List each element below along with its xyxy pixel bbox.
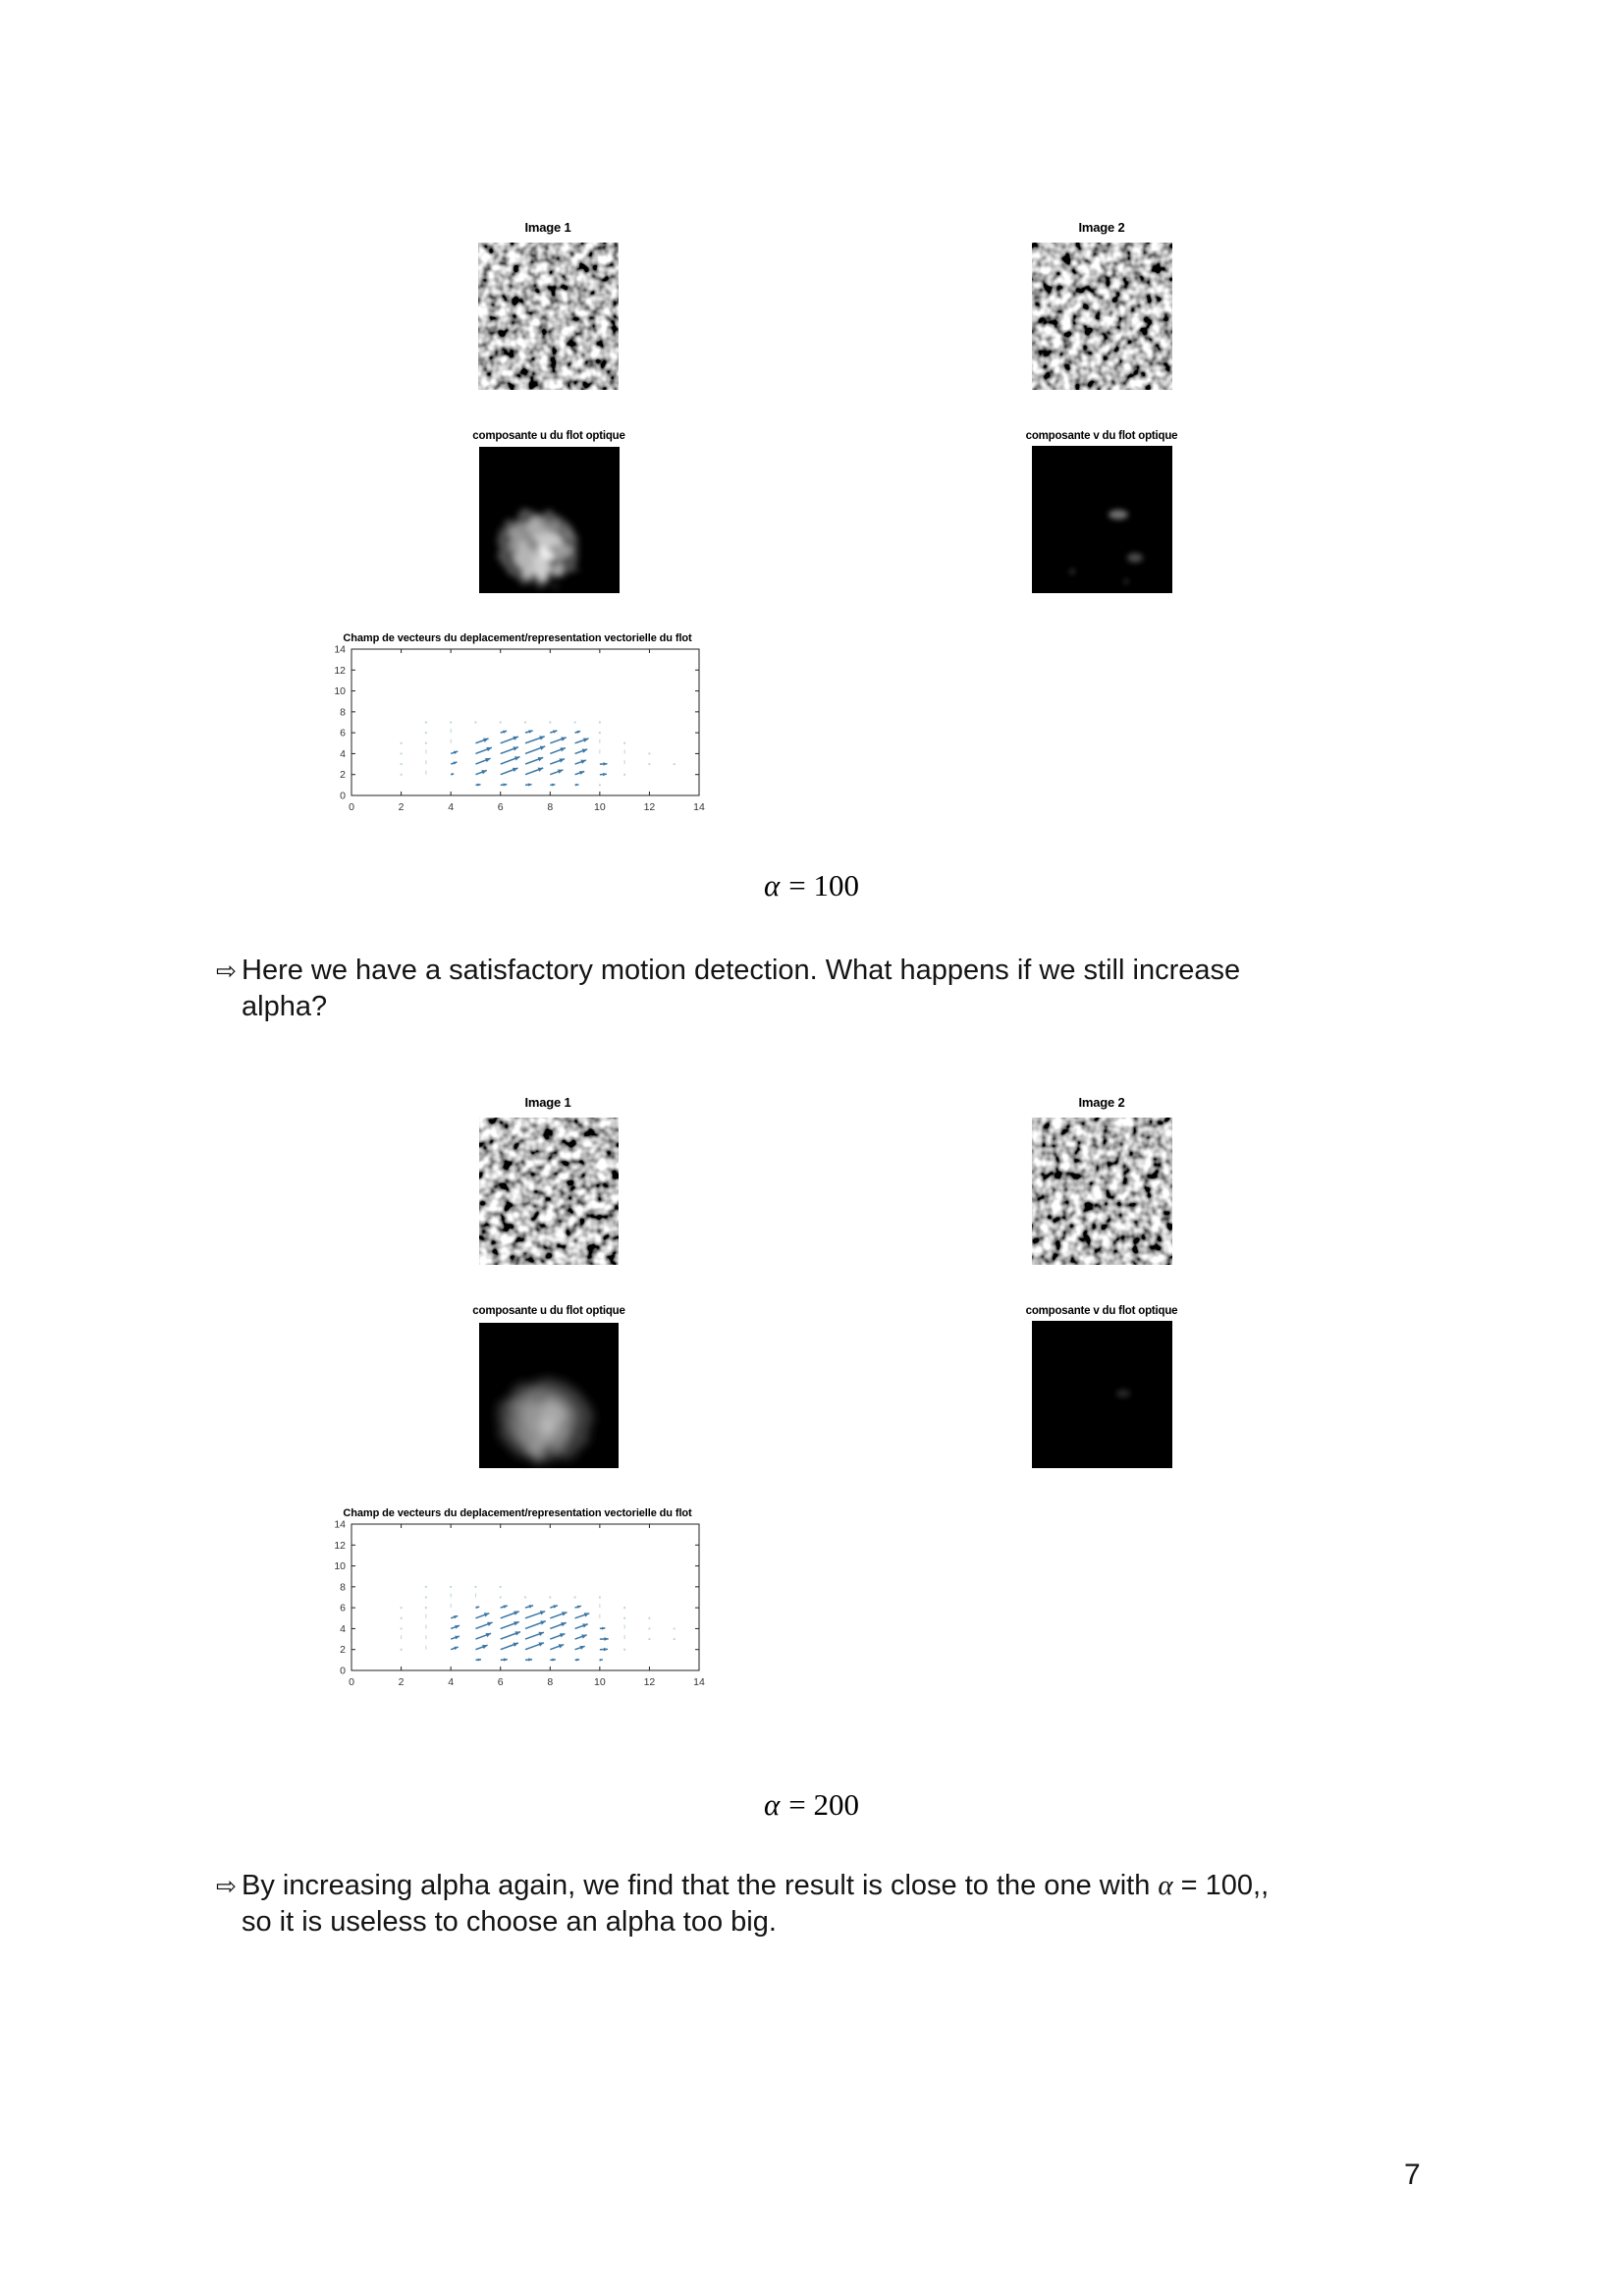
svg-text:14: 14 [334,644,346,656]
svg-text:8: 8 [340,706,346,719]
figure2-quiver-chart [314,1519,717,1688]
figure2-image1-title: Image 1 [524,1095,571,1110]
svg-text:6: 6 [497,801,504,813]
svg-text:4: 4 [448,1676,455,1688]
bullet-paragraph-1 [216,953,1375,1025]
svg-text:8: 8 [547,801,554,813]
svg-text:6: 6 [497,1676,504,1688]
page-number: 7 [1404,2159,1421,2191]
figure2-image1-noise [479,1118,619,1265]
bullet-2-line1: By increasing alpha again, we find that the result is close to the one with α = 100,, [242,1870,1270,1901]
figure2-u-component [479,1323,619,1468]
svg-text:0: 0 [349,1676,354,1688]
svg-text:12: 12 [334,664,346,677]
caption-value: = 100 [788,868,859,902]
svg-text:4: 4 [340,1622,346,1635]
arrow-bullet-icon: ⇨ [216,1872,237,1900]
svg-text:12: 12 [643,801,656,813]
figure2-caption [0,1787,1623,1823]
svg-text:8: 8 [340,1581,346,1594]
svg-text:4: 4 [340,747,346,760]
figure1-u-title: composante u du flot optique [472,430,625,442]
figure2-image2-title: Image 2 [1078,1095,1125,1110]
svg-text:10: 10 [334,685,346,698]
bullet-1-text [242,953,1240,1025]
figure1-quiver-chart [314,644,717,813]
alpha-symbol: α [763,868,781,902]
bullet-2-text [242,1868,1269,1941]
svg-text:14: 14 [693,1676,705,1688]
figure1-v-title: composante v du flot optique [1025,430,1178,442]
svg-text:2: 2 [398,1676,405,1688]
alpha-symbol: α [763,1787,781,1822]
arrow-bullet-icon: ⇨ [216,957,237,985]
svg-text:6: 6 [340,1602,346,1614]
figure1-quiver-title: Champ de vecteurs du deplacement/representation vectorielle du flot [343,632,692,644]
svg-text:14: 14 [334,1519,346,1531]
svg-text:10: 10 [594,1676,606,1688]
figure2-v-title: composante v du flot optique [1025,1305,1178,1317]
svg-text:2: 2 [340,1644,346,1657]
svg-text:0: 0 [340,1665,346,1677]
figure1-v-component [1032,446,1172,593]
figure1-image2-title: Image 2 [1078,220,1125,235]
bullet-paragraph-2 [216,1868,1453,1941]
bullet-2-line2: so it is useless to choose an alpha too big. [242,1906,777,1938]
svg-text:12: 12 [643,1676,656,1688]
svg-text:2: 2 [398,801,405,813]
svg-text:10: 10 [334,1560,346,1573]
svg-text:12: 12 [334,1539,346,1552]
figure2-v-component [1032,1321,1172,1468]
alpha-symbol: α [1158,1870,1173,1901]
figure1-u-component [479,447,620,593]
figure2-u-title: composante u du flot optique [472,1305,625,1317]
figure1-image1-noise [478,243,619,390]
bullet-1-line1: Here we have a satisfactory motion detection. What happens if we still increase [242,955,1241,986]
figure1-image1-title: Image 1 [524,220,571,235]
svg-text:2: 2 [340,769,346,782]
svg-text:6: 6 [340,727,346,739]
svg-text:4: 4 [448,801,455,813]
caption-value: = 200 [788,1787,859,1822]
figure1-image2-noise [1032,243,1172,390]
svg-text:14: 14 [693,801,705,813]
figure2-image2-noise [1032,1118,1172,1265]
svg-text:0: 0 [349,801,354,813]
svg-text:0: 0 [340,790,346,802]
figure1-caption [0,868,1623,903]
svg-text:10: 10 [594,801,606,813]
figure2-quiver-title: Champ de vecteurs du deplacement/representation vectorielle du flot [343,1507,692,1519]
svg-text:8: 8 [547,1676,554,1688]
bullet-1-line2: alpha? [242,991,328,1022]
